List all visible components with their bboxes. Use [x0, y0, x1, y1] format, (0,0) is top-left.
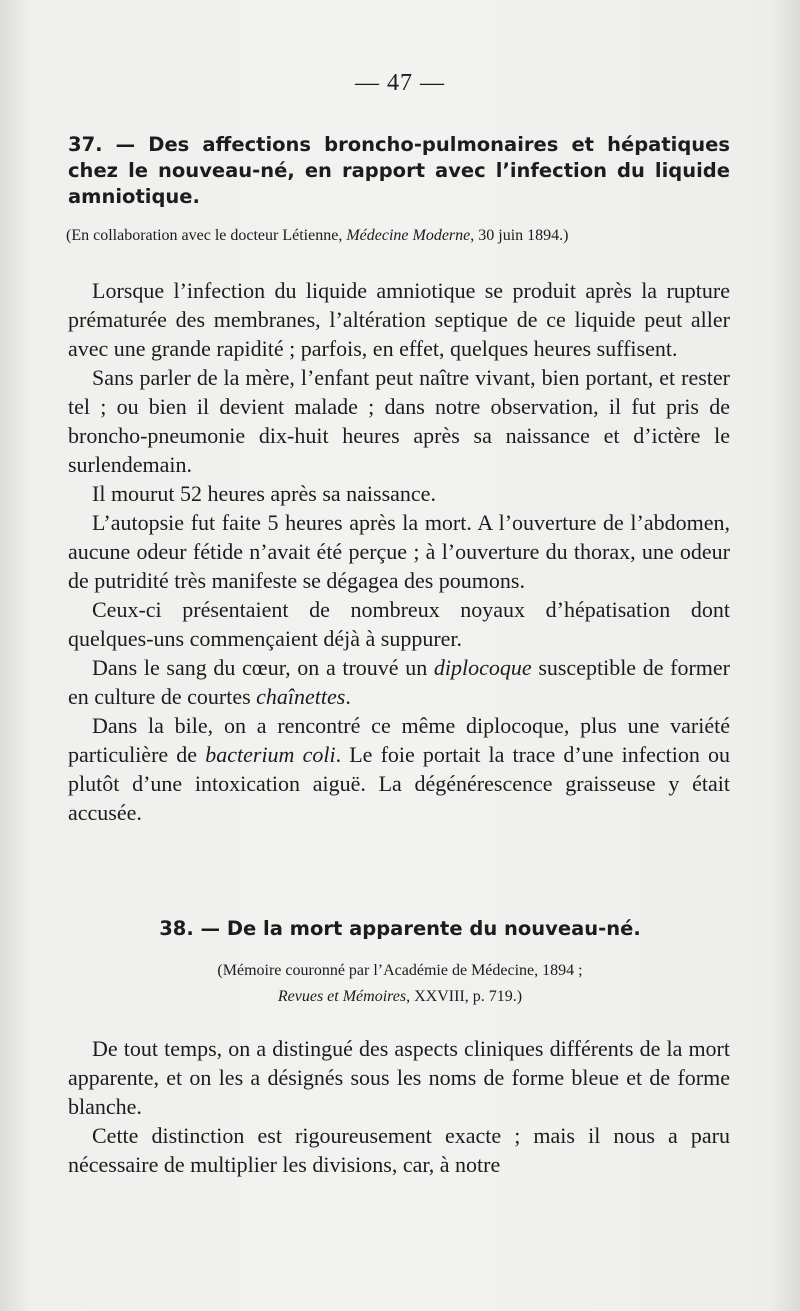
- paragraph: [68, 653, 730, 711]
- citation-line-2-suffix: , XXVIII, p. 719.): [406, 988, 523, 1005]
- text-run: Dans le sang du cœur, on a trouvé un: [92, 655, 434, 680]
- italic-term: chaînettes: [256, 684, 346, 709]
- text-run: . Le foie portait la trace d’une infection ou plutôt d’une intoxication aiguë. La dégénérescence graisseuse y était accusée.: [68, 742, 730, 825]
- citation-suffix: , 30 juin 1894.): [470, 227, 569, 244]
- paragraph: Lorsque l’infection du liquide amniotique se produit après la rupture prématurée des membranes, l’altération septique de ce liquide peut aller avec une grande rapidité ; parfois, en effet, quelques heures suffisent.: [68, 278, 730, 361]
- section-38-body: [68, 1034, 730, 1179]
- section-37-body: [68, 276, 730, 827]
- citation-line-1: (Mémoire couronné par l’Académie de Médecine, 1894 ;: [217, 962, 583, 979]
- text-run: susceptible de former en culture de courtes: [68, 655, 730, 709]
- italic-term: diplocoque: [433, 655, 532, 680]
- citation-prefix: (En collaboration avec le docteur Létienne,: [66, 227, 347, 244]
- paragraph: [68, 711, 730, 827]
- citation-journal: Revues et Mémoires: [277, 988, 407, 1005]
- section-37-citation: [66, 224, 736, 248]
- section-38-citation: [100, 958, 700, 1010]
- paragraph: Sans parler de la mère, l’enfant peut naître vivant, bien portant, et rester tel ; ou bien il devient malade ; dans notre observation, il fut pris de broncho-pneumonie dix-huit heures après sa naissance et d’ictère le surlendemain.: [68, 365, 730, 477]
- section-37-title: 37. — Des affections broncho-pulmonaires et hépatiques chez le nouveau-né, en rapport avec l’infection du liquide amniotique.: [68, 133, 730, 208]
- paragraph: De tout temps, on a distingué des aspects cliniques différents de la mort apparente, et on les a désignés sous les noms de forme bleue et de forme blanche.: [68, 1036, 730, 1119]
- text-run: Dans la bile, on a rencontré ce même diplocoque, plus une variété particulière de: [68, 713, 730, 767]
- text-run: .: [345, 684, 351, 709]
- paragraph: Ceux-ci présentaient de nombreux noyaux d’hépatisation dont quelques-uns commençaient déjà à suppurer.: [68, 597, 730, 651]
- section-38-title: 38. — De la mort apparente du nouveau-né.: [159, 917, 641, 940]
- paragraph: L’autopsie fut faite 5 heures après la mort. A l’ouverture de l’abdomen, aucune odeur fétide n’avait été perçue ; à l’ouverture du thorax, une odeur de putridité très manifeste se dégagea des poumons.: [68, 510, 730, 593]
- page-number: — 47 —: [355, 70, 445, 96]
- paragraph: Cette distinction est rigoureusement exacte ; mais il nous a paru nécessaire de multiplier les divisions, car, à notre: [68, 1123, 730, 1177]
- citation-journal: Médecine Moderne: [346, 227, 471, 244]
- paragraph: Il mourut 52 heures après sa naissance.: [92, 481, 436, 506]
- italic-term: bacterium coli: [205, 742, 336, 767]
